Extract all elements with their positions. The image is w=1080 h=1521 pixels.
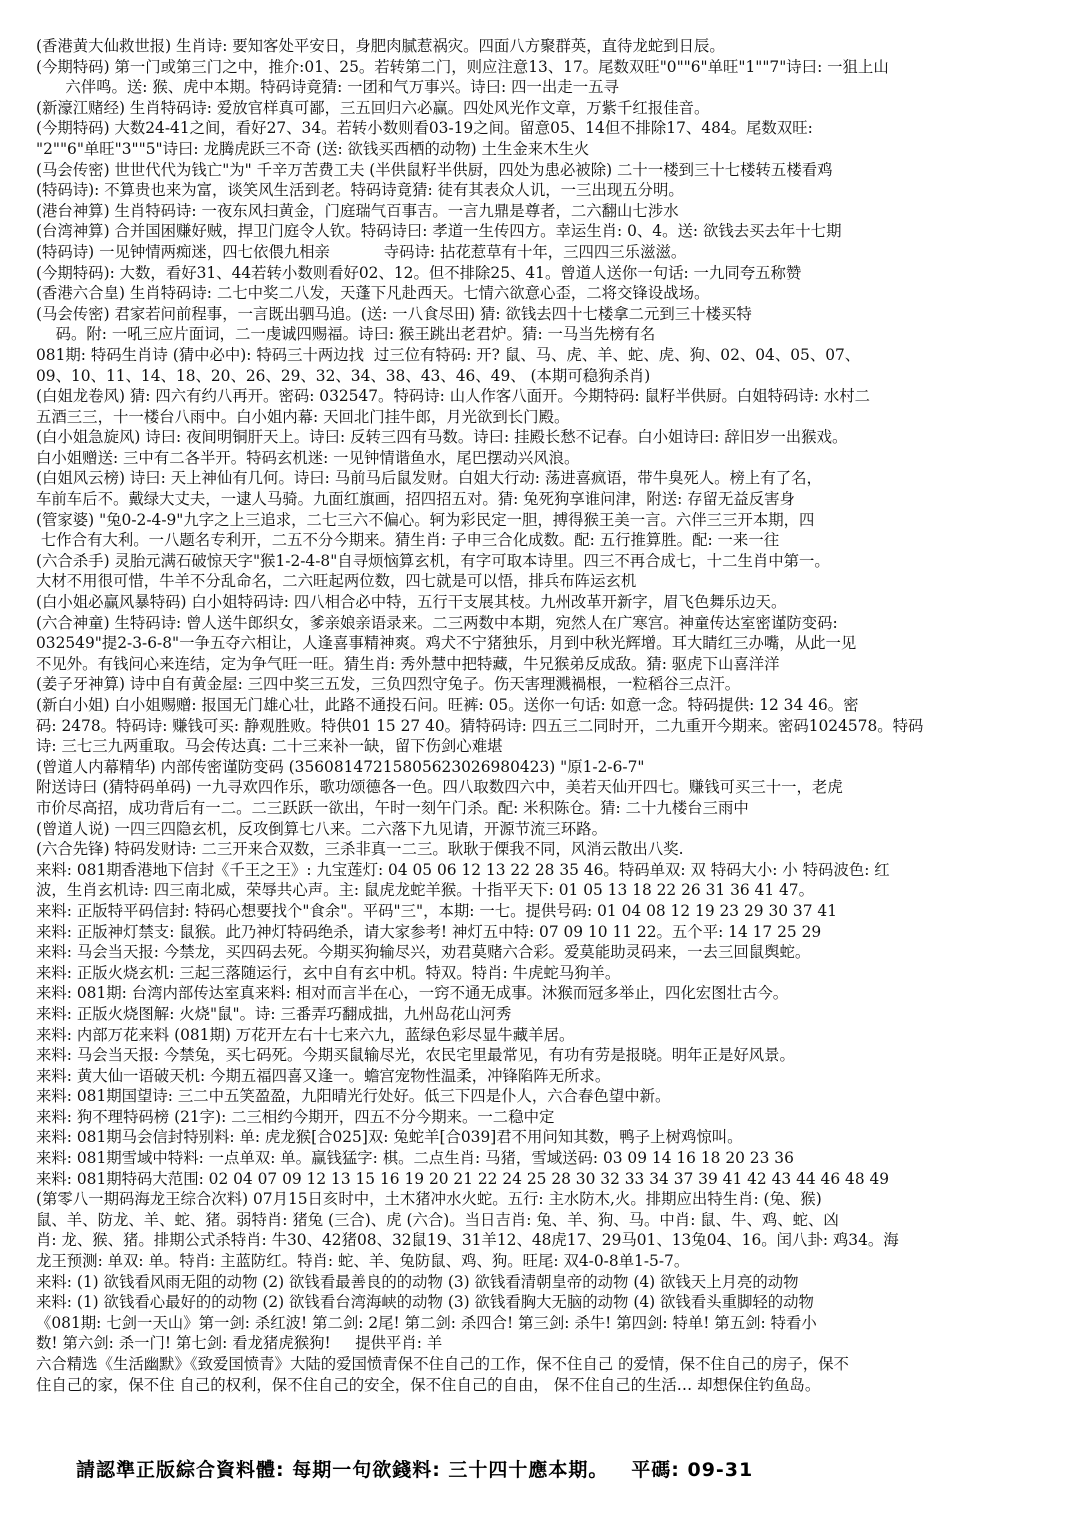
text-line: 09、10、11、14、18、20、26、29、32、34、38、43、46、49、 (本期可稳狗杀肖) [36,366,651,385]
text-line: (白姐风云榜) 诗曰: 天上神仙有几何。诗曰: 马前马后鼠发财。白姐大行动: 荡进喜疯语，带牛臭死人。榜上有了名， [36,469,822,488]
text-line: 来料: 狗不理特码榜 (21字): 二三相约今期开，四五不分今期来。一二稳中定 [36,1107,555,1126]
text-line: (管家婆) "兔0-2-4-9"九字之上三追求，二七三六不偏心。轲为彩民定一胆，搏得猴王美一言。六伴三三开本期，四 [36,510,815,529]
text-line: (台湾神算) 合并国困赚好贼，捍卫门庭令人钦。特码诗曰: 孝道一生传四方。幸运生肖: 0、4。送: 欲钱去买去年十七期 [36,222,842,241]
text-line: 龙王预测: 单双: 单。特肖: 主蓝防红。特肖: 蛇、羊、兔防鼠、鸡、狗。旺尾: 双4-0-8单1-5-7。 [36,1252,690,1271]
text-line: 码。附: 一吼三应片面词，二一虔诚四赐福。诗曰: 猴王跳出老君炉。猜: 一马当先榜有名 [36,325,656,344]
text-line: 五酒三三，十一楼台八雨中。白小姐内幕: 天回北门挂牛郎，月光欲到长门殿。 [36,407,570,426]
text-line: 七作合有大利。一八题名专利开，二五不分今期来。猜生肖: 子申三合化成数。配: 五行推算胜。配: 一来一往 [36,531,780,550]
text-line: 来料: 081期马会信封特别料: 单: 虎龙猴[合025]双: 兔蛇羊[合039]君不用问知其数，鸭子上树鸡惊叫。 [36,1128,743,1147]
text-line: (今期特码) 第一门或第三门之中，推介:01、25。若转第二门，则应注意13、17。尾数双旺"0""6"单旺"1""7"诗曰: 一狙上山 [36,57,889,76]
text-line: (特码诗): 不算贵也来为富，谈笑风生活到老。特码诗竟猜: 徒有其表众人讥，一三出现五分明。 [36,181,684,200]
text-line: 市价尽高招，成功背后有一二。二三跃跃一欲出，午时一刻午门杀。配: 米积陈仓。猜: 二十九楼台三雨中 [36,798,749,817]
text-line: (曾道人内幕精华) 内部传密谨防变码 (356081472158056230269804​23) "原1-2-6-7" [36,757,645,776]
text-line: 来料: 正版火烧玄机: 三起三落随运行，玄中自有玄中机。特双。特肖: 牛虎蛇马狗羊。 [36,963,621,982]
text-line: 来料: 081期特码大范围: 02 04 07 09 12 13 15 16 19 20 21 22 24 25 28 30 32 33 34 37 39 41 42 43 44 46 48 49 [36,1169,890,1188]
text-line: 六伴鸣。送: 猴、虎中本期。特码诗竟猜: 一团和气万事兴。诗曰: 四一出走一五寻 [36,78,619,97]
text-line: (白姐龙卷风) 猜: 四六有约八再开。密码: 032547。特码诗: 山人作客八面开。今期特码: 鼠籽半供厨。白姐特码诗: 水村二 [36,387,871,406]
text-line: 来料: (1) 欲钱看心最好的的动物 (2) 欲钱看台湾海峡的动物 (3) 欲钱看胸大无脑的动物 (4) 欲钱看头重脚轻的动物 [36,1293,814,1312]
text-line: 车前车后不。戴绿大丈夫，一逮人马骑。九面红旗画，招四招五对。猜: 兔死狗享谁问津，附送: 存留无益反害身 [36,490,795,509]
text-line: (新白小姐) 白小姐赐赠: 报国无门雄心壮，此路不通投石问。旺裤: 05。送你一句话: 如意一念。特码提供: 12 34 46。密 [36,696,859,714]
text-line: 大材不用很可惜，牛羊不分乱命名，二六旺起两位数，四七就是可以悟，排兵布阵运玄机 [36,572,637,591]
text-line: 032549"提2-3-6-8"一争五夺六相让，人逢喜事精神爽。鸡犬不宁猪独乐，月到中秋光辉增。耳大睛红三办嘴，从此一见 [36,634,857,653]
text-line: 来料: 内部万花来料 (081期) 万花开左右十七来六九，蓝绿色彩尽显牛藏羊居。 [36,1025,575,1044]
text-line: 来料: 马会当天报: 今禁龙，买四码去死。今期买狗输尽兴，劝君莫赌六合彩。爱莫能助灵码来，一去三回鼠舆蛇。 [36,943,811,962]
text-line: 来料: 正版火烧图解: 火烧"鼠"。诗: 三番弄巧翻成拙，九州岛花山河秀 [36,1004,512,1023]
text-line: (白小姐急旋风) 诗曰: 夜间明铜肝天上。诗曰: 反转三四有马数。诗曰: 挂殿长愁不记春。白小姐诗曰: 辞旧岁一出猴戏。 [36,428,848,447]
text-line: 来料: 马会当天报: 今禁兔，买七码死。今期买鼠输尽光，农民宅里最常见，有功有劳是报晓。明年正是好风景。 [36,1046,795,1065]
text-line: (今期特码): 大数，看好31、44若转小数则看好02、12。但不排除25、41。曾道人送你一句话: 一九同夸五称赞 [36,263,802,282]
text-line: (姜子牙神算) 诗中自有黄金屋: 三四中奖三五发，三负四烈守兔子。伤天害理溅禍根，一粒稻谷三点汗。 [36,675,741,694]
text-line: (今期特码) 大数24-41之间，看好27、34。若转小数则看03-19之间。留意05、14但不排除17、484。尾数双旺: [36,119,813,138]
text-line: 来料: 081期国望诗: 三二中五笑盈盈，九阳晴光行处好。低三下四是仆人，六合春色望中新。 [36,1087,671,1106]
text-line: 波，生肖玄机诗: 四三南北威，荣辱共心声。主: 鼠虎龙蛇羊猴。十指平天下: 01 05 13 18 22 26 31 36 41 47。 [36,881,814,900]
text-line: 六合精选《生活幽默》《致爱国愤青》大陆的爱国愤青保不住自己的工作，保不住自己 的爱情，保不住自己的房子，保不 [36,1355,849,1373]
footer-slogan: 請認準正版綜合資料體: 每期一句欲錢料: 三十四十應本期。 平碼: 09-31 [76,1459,754,1481]
text-line: 肖: 龙、猴、猪。排期公式杀特肖: 牛30、42猪08、32鼠19、31羊12、48虎17、29马01、13兔04、16。闰八卦: 鸡34。海 [36,1231,899,1250]
text-line: 来料: 正版特平码信封: 特码心想要找个"食余"。平码"三"，本期: 一七。提供号码: 01 04 08 12 19 23 29 30 37 41 [36,901,837,920]
text-line: 附送诗曰 (猜特码单码) 一九寻欢四作乐，歌功颂德各一色。四八取数四六中，美若天仙开四七。赚钱可买三十一，老虎 [36,778,843,797]
text-line: (香港黄大仙救世报) 生肖诗: 要知客处平安日，身肥肉腻惹祸灾。四面八方聚群英，直待龙蛇到日辰。 [36,37,725,55]
text-line: (第零八一期码海龙王综合次料) 07月15日亥时中，土木猪冲水火蛇。五行: 主水防木,火。排期应出特生肖: (兔、猴) [36,1190,822,1209]
text-line: "2""6"单旺"3""5"诗曰: 龙腾虎跃三不奇 (送: 欲钱买西栖的动物) 土生金来木生火 [36,139,590,158]
text-line: 数! 第六剑: 杀一门! 第七剑: 看龙猪虎猴狗! 提供平肖: 羊 [36,1334,443,1353]
text-line: 来料: (1) 欲钱看风雨无阻的动物 (2) 欲钱看最善良的的动物 (3) 欲钱看清朝皇帝的动物 (4) 欲钱天上月亮的动物 [36,1272,799,1291]
text-line: 来料: 正版神灯禁支: 鼠猴。此乃神灯特码绝杀，请大家参考! 神灯五中特: 07 09 10 11 22。五个平: 14 17 25 29 [36,922,822,941]
text-line: (白小姐必赢风暴特码) 白小姐特码诗: 四八相合必中特，五行干支展其枝。九州改革开新字，眉飞色舞乐边天。 [36,593,787,612]
text-line: 《081期: 七剑一天山》第一剑: 杀红波! 第二剑: 2尾! 第二剑: 杀四合! 第三剑: 杀牛! 第四剑: 特单! 第五剑: 特看小 [36,1313,817,1332]
text-line: 白小姐赠送: 三中有二各半开。特码玄机迷: 一见钟情谐鱼水，尾巴摆动兴风浪。 [36,448,580,467]
text-line: (特码诗) 一见钟情两痴迷，四七依偎九相亲 寺码诗: 拈花惹草有十年，三四四三乐滋滋。 [36,242,687,261]
text-line: (六合先锋) 特码发财诗: 二三开来合双数，三杀非真一二三。耿耿于傈我不同，风消云散出八奖. [36,840,684,859]
text-line: 诗: 三七三九两重取。马会传达真: 二十三来补一缺，留下伤剑心难堪 [36,737,503,756]
text-line: (马会传密) 世世代代为钱亡"为" 千辛万苦费工夫 (半供鼠籽半供厨，四处为患必被除) 二十一楼到三十七楼转五楼看鸡 [36,160,833,179]
text-line: 码: 2478。特码诗: 赚钱可买: 静观胜败。特供01 15 27 40。猜特码诗: 四五三二同时开，二九重开今期来。密码1024578。特码 [36,716,924,735]
text-line: 不见外。有钱问心来连结，定为争气旺一旺。猜生肖: 秀外慧中把特藏，牛兄猴弟反成敌。猜: 驱虎下山喜洋洋 [36,654,780,673]
text-line: 来料: 黄大仙一语破天机: 今期五福四喜又逢一。蟾宫宠物性温柔，冲锋陷阵无所求。 [36,1066,611,1085]
text-line: 来料: 081期雪域中特料: 一点单双: 单。赢钱猛字: 棋。二点生肖: 马猪，雪域送码: 03 09 14 16 18 20 23 36 [36,1149,794,1168]
text-line: 来料: 081期香港地下信封《千王之王》: 九宝莲灯: 04 05 06 12 13 22 28 35 46。特码单双: 双 特码大小: 小 特码波色: 红 [36,860,890,879]
text-line: (六合神童) 生特码诗: 曾人送牛郎织女，爹亲娘亲语录来。二三两数中本期，宛然人在广寒宫。神童传达室密谨防变码: [36,613,838,632]
text-line: (曾道人说) 一四三四隐玄机，反攻倒算七八来。二六落下九见请，开源节流三环路。 [36,819,607,838]
text-line: 住自己的家，保不住 自己的权利，保不住自己的安全，保不住自己的自由， 保不住自己的生活… 却想保住钓鱼岛。 [36,1375,821,1394]
text-line: (马会传密) 君家若问前程事，一言既出驷马追。(送: 一八食尽田) 猜: 欲钱去四十七楼拿二元到三十楼买特 [36,304,752,323]
text-line: 来料: 081期: 台湾内部传达室真来料: 相对而言半在心，一窍不通无成事。沐猴而冠多举止，四化宏图壮古今。 [36,984,789,1003]
text-line: (新濠江赌经) 生肖特码诗: 爱放官样真可鄙，三五回归六必赢。四处风光作文章，万紫千红报佳音。 [36,98,710,117]
text-line: (港台神算) 生肖特码诗: 一夜东风扫黄金，门庭瑞气百事吉。一言九鼎是尊者，二六翻山七涉水 [36,201,679,220]
text-line: 鼠、羊、防龙、羊、蛇、猪。弱特肖: 猪兔 (三合)、虎 (六合)。当日吉肖: 兔、羊、狗、马。中肖: 鼠、牛、鸡、蛇、凶 [36,1210,839,1229]
text-line: 081期: 特码生肖诗 (猜中必中): 特码三十两边找 过三位有特码: 开? 鼠、马、虎、羊、蛇、虎、狗、02、04、05、07、 [36,345,861,364]
text-line: (六合杀手) 灵胎元满石破惊天字"猴1-2-4-8"自寻烦恼算玄机，有字可取本诗里。四三不再合成七，十二生肖中第一。 [36,551,830,570]
text-line: (香港六合皇) 生肖特码诗: 二七中奖二八发，天蓬下凡赴西天。七情六欲意心歪，二将交锋设战场。 [36,284,710,303]
